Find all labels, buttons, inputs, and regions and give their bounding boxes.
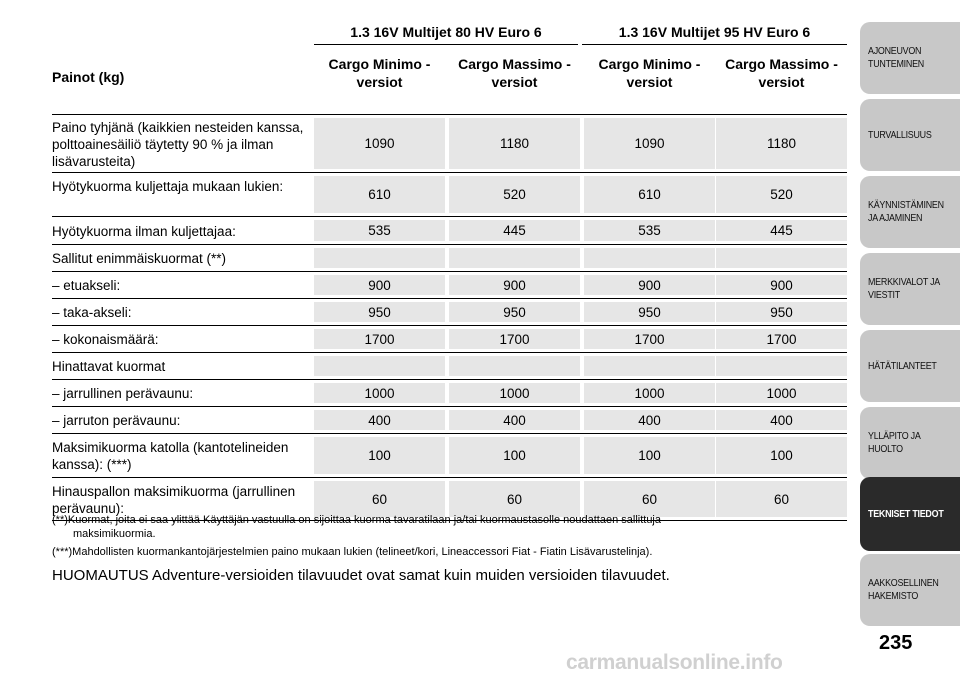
weights-table (52, 22, 847, 521)
subheader-cargo-massimo-80: Cargo Massimo -versiot (458, 56, 571, 90)
value-cell: 520 (449, 176, 580, 213)
chapter-tab-label: KÄYNNISTÄMINEN JA AJAMINEN (868, 199, 944, 224)
value-cell: 400 (716, 410, 847, 430)
footnote-loads-line1: (**)Kuormat, joita ei saa ylittää Käyttäjän vastuulla on sijoittaa kuorma tavaratilaan ja/tai kuormaustasolle noudattaen sallittuja (52, 514, 661, 526)
table-row (52, 217, 847, 245)
value-cell (584, 248, 715, 268)
subheader-cargo-massimo-95: Cargo Massimo -versiot (725, 56, 838, 90)
value-cell: 445 (449, 220, 580, 241)
row-label: – kokonaismäärä: (52, 332, 159, 347)
subheader-cargo-minimo-95: Cargo Minimo -versiot (598, 56, 701, 90)
value-cell: 100 (314, 437, 445, 474)
value-cell: 60 (449, 481, 580, 517)
value-cell: 900 (584, 275, 715, 295)
value-cell: 950 (449, 302, 580, 322)
huomautus-note: HUOMAUTUS Adventure-versioiden tilavuudet ovat samat kuin muiden versioiden tilavuudet. (52, 567, 670, 584)
value-cell: 520 (716, 176, 847, 213)
value-cell: 1700 (716, 329, 847, 349)
row-label: – etuakseli: (52, 278, 121, 293)
chapter-tab[interactable] (860, 554, 960, 626)
table-row (52, 115, 847, 173)
row-label: – jarrullinen perävaunu: (52, 386, 194, 401)
value-cell: 1700 (584, 329, 715, 349)
row-label: – taka-akseli: (52, 305, 132, 320)
table-row (52, 353, 847, 380)
value-cell (449, 248, 580, 268)
value-cell: 400 (449, 410, 580, 430)
weights-label: Painot (kg) (52, 69, 125, 85)
subheader-cargo-minimo-80: Cargo Minimo -versiot (328, 56, 431, 90)
value-cell: 950 (716, 302, 847, 322)
chapter-tab[interactable] (860, 22, 960, 94)
engine-group-header-row (52, 22, 847, 44)
value-cell: 610 (314, 176, 445, 213)
row-label: Hyötykuorma kuljettaja mukaan lukien: (52, 179, 284, 194)
chapter-tab[interactable] (860, 330, 960, 402)
row-label: Hinauspallon maksimikuorma (jarrullinen perävaunu): (52, 483, 296, 516)
value-cell: 445 (716, 220, 847, 241)
chapter-tab-label: AJONEUVON TUNTEMINEN (868, 45, 924, 70)
value-cell (716, 248, 847, 268)
value-cell: 1090 (584, 118, 715, 169)
chapter-tab[interactable] (860, 407, 960, 479)
version-header-row (52, 44, 847, 115)
table-row (52, 245, 847, 272)
chapter-tab-label: MERKKIVALOT JA VIESTIT (868, 276, 940, 301)
value-cell: 950 (314, 302, 445, 322)
value-cell: 100 (584, 437, 715, 474)
value-cell: 900 (716, 275, 847, 295)
watermark: carmanualsonline.info (566, 651, 783, 674)
chapter-tab-label: HÄTÄTILANTEET (868, 359, 937, 372)
table-row (52, 299, 847, 326)
value-cell: 1700 (314, 329, 445, 349)
value-cell: 60 (716, 481, 847, 517)
value-cell (314, 356, 445, 376)
row-label: Maksimikuorma katolla (kantotelineiden kanssa): (***) (52, 440, 289, 472)
table-row (52, 380, 847, 407)
engine-group-95hv: 1.3 16V Multijet 95 HV Euro 6 (582, 22, 847, 45)
value-cell: 1000 (584, 383, 715, 403)
value-cell (314, 248, 445, 268)
value-cell: 900 (449, 275, 580, 295)
value-cell: 950 (584, 302, 715, 322)
value-cell: 1000 (716, 383, 847, 403)
engine-group-80hv: 1.3 16V Multijet 80 HV Euro 6 (314, 22, 578, 45)
row-label: – jarruton perävaunu: (52, 413, 181, 428)
row-label: Hyötykuorma ilman kuljettajaa: (52, 223, 236, 239)
chapter-tab-label: AAKKOSELLINEN HAKEMISTO (868, 577, 939, 602)
value-cell: 1000 (314, 383, 445, 403)
value-cell: 400 (584, 410, 715, 430)
value-cell: 60 (584, 481, 715, 517)
value-cell (449, 356, 580, 376)
value-cell: 900 (314, 275, 445, 295)
value-cell: 60 (314, 481, 445, 517)
row-label: Sallitut enimmäiskuormat (**) (52, 251, 227, 266)
chapter-tab-label: TURVALLISUUS (868, 128, 932, 141)
value-cell: 100 (449, 437, 580, 474)
value-cell: 1180 (716, 118, 847, 169)
value-cell: 535 (584, 220, 715, 241)
value-cell: 610 (584, 176, 715, 213)
table-row (52, 407, 847, 434)
table-row (52, 272, 847, 299)
page-number: 235 (879, 632, 913, 654)
value-cell: 100 (716, 437, 847, 474)
row-label: Paino tyhjänä (kaikkien nesteiden kanssa, polttoainesäiliö täytetty 90 % ja ilman lisävarusteita) (52, 119, 304, 169)
footnote-loads (52, 513, 842, 541)
table-row (52, 434, 847, 478)
table-row (52, 173, 847, 217)
value-cell: 1700 (449, 329, 580, 349)
value-cell: 1180 (449, 118, 580, 169)
chapter-tab-label: YLLÄPITO JA HUOLTO (868, 430, 921, 455)
chapter-tab[interactable] (860, 477, 960, 551)
value-cell: 1090 (314, 118, 445, 169)
value-cell: 400 (314, 410, 445, 430)
chapter-tab[interactable] (860, 253, 960, 325)
table-body (52, 115, 847, 521)
footnote-roof-systems: (***)Mahdollisten kuormankantojärjestelmien paino mukaan lukien (telineet/kori, Lineaccessori Fiat - Fiatin Lisävarustelinja). (52, 546, 653, 558)
footnote-loads-line2: maksimikuormia. (73, 528, 156, 540)
row-label: Hinattavat kuormat (52, 359, 166, 374)
value-cell (716, 356, 847, 376)
value-cell (584, 356, 715, 376)
chapter-tab-label: TEKNISET TIEDOT (868, 507, 944, 520)
value-cell: 535 (314, 220, 445, 241)
value-cell: 1000 (449, 383, 580, 403)
chapter-tab[interactable] (860, 99, 960, 171)
table-row (52, 326, 847, 353)
chapter-tab[interactable] (860, 176, 960, 248)
